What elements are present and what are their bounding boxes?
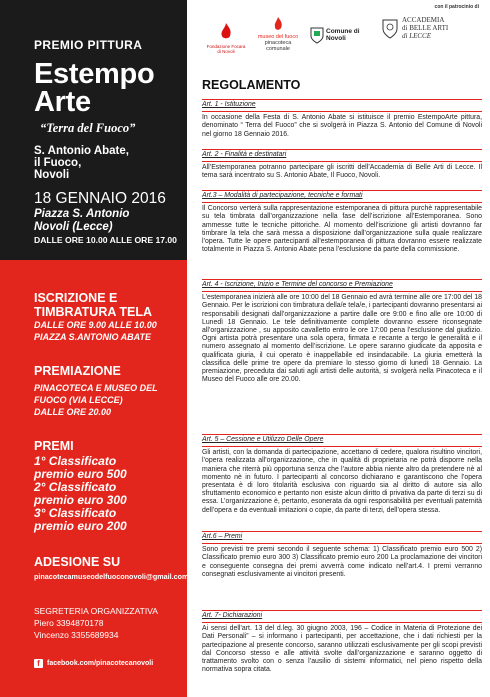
article-5-header	[202, 434, 482, 447]
fondazione-logo	[206, 22, 246, 54]
premiazione-place-2: FUOCO (VIA LECCE)	[34, 394, 123, 405]
segreteria-section	[34, 605, 158, 641]
loc-line-2: il Fuoco,	[34, 157, 82, 169]
article-2-title: Art. 2 - Finalità e destinatari	[202, 151, 287, 158]
article-4-title: Art. 4 - Iscrizione, Inizio e Termine del concorso e Premiazione	[202, 281, 393, 288]
article-2	[202, 149, 482, 181]
museo-logo	[256, 16, 300, 52]
article-5-body: Gli artisti, con la domanda di partecipazione, accettano di cedere, qualora risultino vincitori, l’opera realizzata all’organizzazione, che in qualità di proprietaria ne potrà disporre nella maniera che riterrà più opportuna senza che l’autore abbia niente altro da pretendere nè al momento nè in futuro. I partecipanti al concorso dichiarano e garantiscono che l’opera presentata è di loro titolarità esclusiva con riguardo sia al diritto di autore sia allo sfruttamento economico e pertanto non esiste alcun diritto di privativa da parte di terzi su di essa. L’organizzazione è, pertanto, esonerata da ogni responsabilità per eventuali paternità dell’opera e da eventuali imitazioni o copie, da parte di terzi, dell’opera stessa.	[202, 449, 482, 514]
article-6	[202, 531, 482, 579]
prize-2-label: 2° Classificato	[34, 479, 117, 494]
contact-vincenzo: Vincenzo 3355689934	[34, 630, 119, 640]
article-1	[202, 99, 482, 139]
title-line-1: Estempo	[34, 58, 155, 90]
accademia-line-1: ACCADEMIA	[402, 16, 445, 24]
museum-flame-icon	[270, 16, 286, 32]
article-7	[202, 610, 482, 674]
prize-3-label: 3° Classificato	[34, 505, 117, 520]
prize-2-amount: premio euro 300	[34, 492, 127, 507]
article-6-body: Sono previsti tre premi secondo il seguente schema: 1) Classificato premio euro 500 2) Classificato premio euro 300 3) Classificato premio euro 200 La proclamazione dei vincitori e conseguente consegna dei premi avverrà come indicato nell’art.4. I premi verranno consegnati esclusivamente ai vincitori presenti.	[202, 546, 482, 578]
article-3-title: Art.3 – Modalità di partecipazione, tecniche e formati	[202, 192, 363, 199]
article-3	[202, 190, 482, 254]
article-4-body: L’estemporanea inizierà alle ore 10:00 del 18 Gennaio ed avrà termine alle ore 17:00 del 18 Gennaio. Per le iscrizioni con timbratura della/e tela/e, i partecipanti dovranno presentarsi ai responsabili designati dall’organizzazione a partire dalle ore 9:00 e fino alle ore 10:00 di Lunedì 18 Gennaio. Le tele definitivamente complete dovranno essere riconsegnate all’organizzazione , su apposito cavalletto entro le ore 17:00 pena l’esclusione dal giudizio. Ogni artista potrà presentare una sola opera, firmata e recante a tergo le generalità e il numero assegnato al momento dell’iscrizione. Le opere saranno giudicate da apposita e qualificata giuria, il cui operato è inappellabile ed insindacabile. La giuria emetterà la classifica delle prime tre opere da premiare lo stesso giorno di lunedì 18 Gennaio. La premiazione, preceduta dai saluti agli artisti delle autorità, si svolgerà nella Pinacoteca e il Museo del Fuoco alle ore 20.00.	[202, 294, 482, 384]
facebook-link[interactable]	[34, 659, 153, 668]
comune-logo	[310, 26, 370, 44]
premiazione-time: DALLE ORE 20.00	[34, 406, 112, 417]
facebook-icon: f	[34, 659, 43, 668]
patrocinio-label: con il patrocinio di	[434, 4, 479, 10]
article-7-header	[202, 610, 482, 623]
adesione-heading: ADESIONE SU	[34, 555, 121, 569]
fondazione-label: Fondazione Focara di Novoli	[206, 44, 246, 54]
iscrizione-time: DALLE ORE 9.00 ALLE 10.00	[34, 320, 157, 330]
article-2-header	[202, 149, 482, 162]
comune-label: Comune di Novoli	[326, 28, 360, 42]
article-3-body: Il Concorso verterà sulla rappresentazione estemporanea di pittura purchè rappresentabile su tela timbrata dall’organizzazione nella fase dell’iscrizione all’Estemporanea. Sono ammesse tutte le tecniche pittoriche. Al momento dell’iscrizione gli artisti dovranno far timbrare la tela che sarà messa a disposizione dall’organizzazione sulla quale realizzare l’opera. Tutte le opere partecipanti all’estemporanea di pittura dovranno essere realizzate totalmente in Piazza S. Antonio Abate pena l’esclusione da parte della commissione.	[202, 205, 482, 254]
premiazione-heading: PREMIAZIONE	[34, 364, 121, 378]
premio-label: PREMIO PITTURA	[34, 38, 143, 52]
loc-line-3: Novoli	[34, 169, 70, 181]
left-panel	[0, 0, 187, 697]
regolamento-header	[202, 78, 482, 92]
prize-1-amount: premio euro 500	[34, 466, 127, 481]
event-subtitle: “Terra del Fuoco”	[40, 121, 136, 135]
event-hours: DALLE ORE 10.00 ALLE ORE 17.00	[34, 235, 177, 245]
article-3-header	[202, 190, 482, 203]
premi-section	[34, 440, 127, 533]
museo-label: museo del fuoco	[257, 34, 299, 40]
contact-piero: Piero 3394870178	[34, 618, 104, 628]
flame-icon	[216, 22, 236, 42]
accademia-block	[381, 16, 481, 40]
adesione-email[interactable]: pinacotecamuseodelfuoconovoli@gmail.com	[34, 571, 189, 581]
place-line-1: Piazza S. Antonio	[34, 208, 130, 220]
article-6-title: Art.6 – Premi	[202, 533, 243, 540]
event-place	[34, 208, 129, 234]
event-date: 18 GENNAIO 2016	[34, 190, 166, 207]
article-1-header	[202, 99, 482, 112]
adesione-section	[34, 556, 188, 581]
accademia-name	[402, 16, 448, 40]
article-4	[202, 279, 482, 384]
prize-1-label: 1° Classificato	[34, 453, 117, 468]
premi-heading: PREMI	[34, 439, 74, 453]
article-7-body: Ai sensi dell’art. 13 del d.leg. 30 giugno 2003, 196 – Codice in Materia di Protezione dei Dati Personali” – si informano i partecipanti, per accettazione, che i dati richiesti per la partecipazione al presente concorso, saranno utilizzati esclusivamente per gli scopi previsti dal Concorso stesso e alle attività svolte dall’organizzazione e saranno oggetto di trattamento svolto con o senza l’ausilio di sistemi informatici, nel pieno rispetto della normativa sopra citata.	[202, 625, 482, 674]
premiazione-section	[34, 365, 158, 418]
pinacoteca-label: pinacoteca	[264, 40, 292, 46]
article-7-title: Art. 7- Dichiarazioni	[202, 612, 263, 619]
accademia-crest-icon	[381, 17, 399, 39]
article-2-body: All’Estemporanea potranno partecipare gli iscritti dell’Accademia di Belle Arti di Lecce. Il tema sarà incentrato su S. Antonio Abate, Il Fuoco, Novoli.	[202, 164, 482, 180]
article-5	[202, 434, 482, 515]
left-info-block	[0, 260, 187, 697]
accademia-line-3: di LECCE	[402, 32, 431, 40]
article-6-header	[202, 531, 482, 544]
segreteria-heading: SEGRETERIA ORGANIZZATIVA	[34, 606, 158, 616]
accademia-logo	[381, 4, 481, 40]
coat-of-arms-icon	[310, 26, 324, 44]
logo-bar	[196, 4, 486, 64]
event-title	[34, 60, 154, 116]
article-1-title: Art. 1 - Istituzione	[202, 101, 256, 108]
iscrizione-heading-1: ISCRIZIONE E	[34, 291, 118, 305]
premiazione-place-1: PINACOTECA E MUSEO DEL	[34, 382, 158, 393]
iscrizione-place: PIAZZA S.ANTONIO ABATE	[34, 332, 151, 342]
event-location	[34, 145, 129, 181]
article-5-title: Art. 5 – Cessione e Utilizzo Delle Opere	[202, 436, 324, 443]
facebook-url: facebook.com/pinacotecanovoli	[47, 660, 154, 667]
loc-line-1: S. Antonio Abate,	[34, 145, 129, 157]
left-header-block	[0, 0, 187, 260]
place-line-2: Novoli (Lecce)	[34, 221, 113, 233]
comunale-label: comunale	[266, 46, 290, 52]
title-line-2: Arte	[34, 86, 91, 118]
prize-3-amount: premio euro 200	[34, 518, 127, 533]
accademia-line-2: di BELLE ARTI	[402, 24, 449, 32]
article-1-body: In occasione della Festa di S. Antonio Abate si istituisce il premio EstempoArte pittura, denominato “ Terra del Fuoco” che si svolgerà in Piazza S. Antonio del Comune di Novoli nel giorno 18 Gennaio 2016.	[202, 114, 482, 138]
iscrizione-section	[34, 292, 157, 343]
article-4-header	[202, 279, 482, 292]
iscrizione-heading-2: TIMBRATURA TELA	[34, 304, 153, 319]
regolamento-title: REGOLAMENTO	[202, 78, 301, 92]
